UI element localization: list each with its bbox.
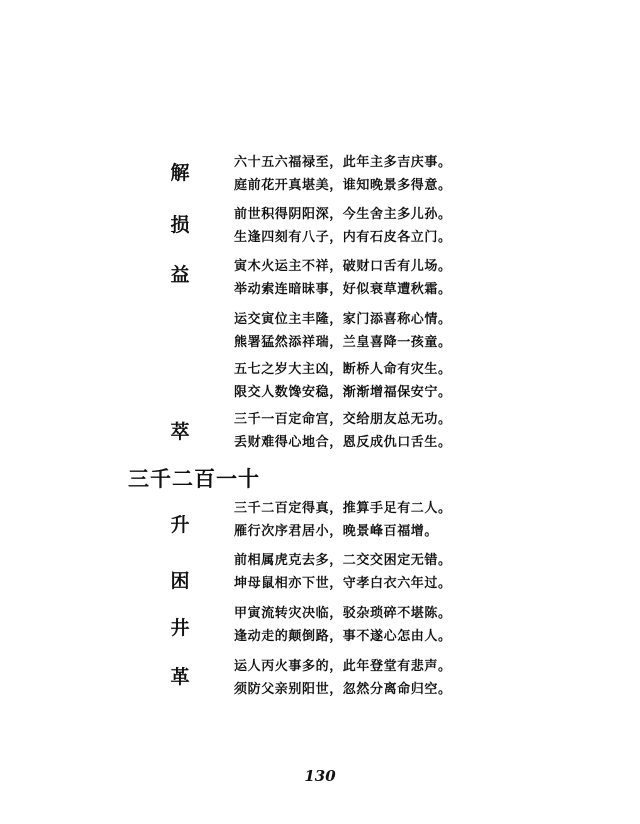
verse-line: 运交寅位主丰隆，家门添喜称心情。 bbox=[234, 312, 452, 327]
verse-entry-5 bbox=[0, 358, 640, 408]
gua-name: 井 bbox=[170, 617, 190, 639]
gua-name: 损 bbox=[170, 214, 190, 236]
verse-line: 甲寅流转灾决临，驳杂琐碎不堪陈。 bbox=[234, 606, 452, 621]
verse-entry-7 bbox=[0, 497, 640, 547]
gua-name: 革 bbox=[170, 666, 190, 688]
verse-entry-9 bbox=[0, 602, 640, 652]
verse-line: 生逢四刻有八子，内有石皮各立门。 bbox=[234, 230, 452, 245]
verse-entry-2 bbox=[0, 203, 640, 253]
page-number: 130 bbox=[304, 767, 336, 785]
gua-name: 困 bbox=[170, 570, 190, 592]
verse-line: 坤母鼠相亦下世，守孝白衣六年过。 bbox=[234, 576, 452, 591]
verse-text bbox=[234, 549, 452, 595]
verse-entry-6 bbox=[0, 408, 640, 458]
verse-entry-3 bbox=[0, 255, 640, 305]
verse-text bbox=[234, 308, 452, 354]
verse-line: 庭前花开真堪美，谁知晚景多得意。 bbox=[234, 178, 452, 193]
verse-entry-8 bbox=[0, 549, 640, 599]
gua-name: 解 bbox=[170, 162, 190, 184]
verse-line: 三千二百定得真，推算手足有二人。 bbox=[234, 501, 452, 516]
verse-line: 须防父亲别阳世，忽然分离命归空。 bbox=[234, 682, 452, 697]
verse-line: 丢财难得心地合，恩反成仇口舌生。 bbox=[234, 435, 452, 450]
verse-text bbox=[234, 602, 452, 648]
verse-text bbox=[234, 151, 452, 197]
gua-name: 益 bbox=[170, 264, 190, 286]
verse-text bbox=[234, 358, 452, 404]
verse-line: 五七之岁大主凶，断桥人命有灾生。 bbox=[234, 362, 452, 377]
verse-line: 前相属虎克去多，二交交困定无错。 bbox=[234, 553, 452, 568]
verse-line: 雁行次序君居小，晚景峰百福增。 bbox=[234, 524, 439, 539]
verse-text bbox=[234, 408, 452, 454]
verse-entry-4 bbox=[0, 308, 640, 358]
verse-text bbox=[234, 655, 452, 701]
verse-line: 寅木火运主不祥，破财口舌有儿场。 bbox=[234, 259, 452, 274]
verse-text bbox=[234, 497, 452, 543]
verse-entry-1 bbox=[0, 151, 640, 201]
verse-entry-10 bbox=[0, 655, 640, 705]
verse-line: 举动索连暗昧事，好似衰草遭秋霜。 bbox=[234, 282, 452, 297]
gua-name: 升 bbox=[170, 514, 190, 536]
verse-line: 逢动走的颠倒路，事不遂心怎由人。 bbox=[234, 629, 452, 644]
verse-text bbox=[234, 255, 452, 301]
verse-line: 熊署猛然添祥瑞，兰皇喜降一孩童。 bbox=[234, 335, 452, 350]
verse-text bbox=[234, 203, 452, 249]
section-heading: 三千二百一十 bbox=[128, 466, 260, 491]
verse-line: 三千一百定命宫，交给朋友总无功。 bbox=[234, 412, 452, 427]
gua-name: 萃 bbox=[170, 421, 190, 443]
verse-line: 前世积得阴阳深，今生舍主多儿孙。 bbox=[234, 207, 452, 222]
verse-line: 限交人数馋安稳，渐渐增福保安宁。 bbox=[234, 385, 452, 400]
verse-line: 六十五六福禄至，此年主多吉庆事。 bbox=[234, 155, 452, 170]
verse-line: 运人丙火事多的，此年登堂有悲声。 bbox=[234, 659, 452, 674]
